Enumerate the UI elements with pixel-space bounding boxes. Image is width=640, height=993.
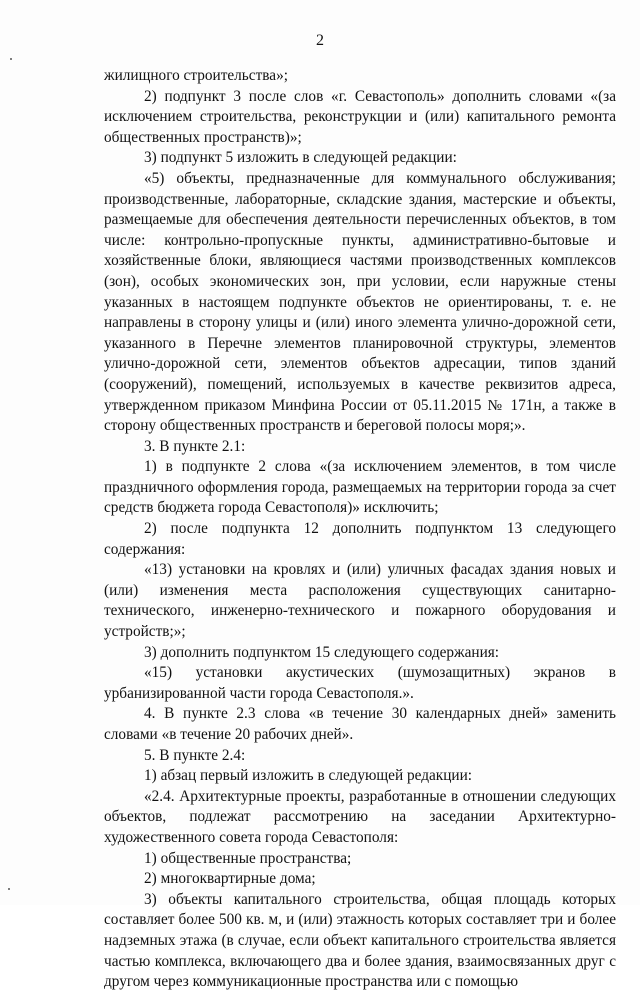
scan-speck xyxy=(10,58,12,60)
paragraph: 1) абзац первый изложить в следующей редакции: xyxy=(144,767,473,785)
paragraph: жилищного строительства»; xyxy=(104,67,288,84)
paragraph: 3) объекты капитального строительства, общая площадь которых составляет более 500 кв. м, и (или) этажность которых составляет три и более надземных этажа (в случае, если объект капитального строительства является частью комплекса, включающего два и более здания, взаимосвязанных друг с другом через коммуникационные пространства или с помощью xyxy=(104,890,616,991)
page-number: 2 xyxy=(316,32,324,49)
paragraph: 2) подпункт 3 после слов «г. Севастополь» дополнить словами «(за исключением строительства, реконструкции и (или) капитального ремонта общественных пространств)»; xyxy=(104,87,616,146)
paragraph: 2) многоквартирные дома; xyxy=(144,870,316,888)
paragraph: 1) общественные пространства; xyxy=(144,849,352,867)
scan-speck xyxy=(8,888,10,890)
paragraph: 3. В пункте 2.1: xyxy=(144,437,246,455)
paragraph: 1) в подпункте 2 слова «(за исключением элементов, в том числе праздничного оформления города, размещаемых на территории города за счет средств бюджета города Севастополя)» исключить; xyxy=(104,458,616,517)
paragraph: «13) установки на кровлях и (или) уличных фасадах здания новых и (или) изменения места расположения существующих санитарно-технического, инженерно-технического и пожарного оборудования и устройств;»; xyxy=(104,561,616,641)
paragraph: 3) подпункт 5 изложить в следующей редакции: xyxy=(144,149,457,167)
paragraph: «2.4. Архитектурные проекты, разработанные в отношении следующих объектов, подлежат рассмотрению на заседании Архитектурно-художественного совета города Севастополя: xyxy=(104,787,616,846)
paragraph: 2) после подпункта 12 дополнить подпунктом 13 следующего содержания: xyxy=(104,520,616,558)
paragraph: 4. В пункте 2.3 слова «в течение 30 календарных дней» заменить словами «в течение 20 рабочих дней». xyxy=(104,705,616,743)
paragraph: 5. В пункте 2.4: xyxy=(144,746,246,764)
document-body xyxy=(104,66,616,993)
paragraph: 3) дополнить подпунктом 15 следующего содержания: xyxy=(144,643,500,661)
paragraph: «5) объекты, предназначенные для коммунального обслуживания; производственные, лабораторные, складские здания, мастерские и объекты, размещаемые для обеспечения деятельности перечисленных объектов, в том числе: контрольно-пропускные пункты, административно-бытовые и хозяйственные блоки, являющиеся частями производственных комплексов (зон), особых экономических зон, при условии, если наружные стены указанных в настоящем подпункте объектов не ориентированы, т. е. не направлены в сторону улицы и (или) иного элемента улично-дорожной сети, указанного в Перечне элементов планировочной структуры, элементов улично-дорожной сети, элементов объектов адресации, типов зданий (сооружений), помещений, используемых в качестве реквизитов адреса, утвержденном приказом Минфина России от 05.11.2015 № 171н, а также в сторону общественных пространств и береговой полосы моря;». xyxy=(104,169,616,435)
paragraph: «15) установки акустических (шумозащитных) экранов в урбанизированной части города Севастополя.». xyxy=(104,664,616,702)
